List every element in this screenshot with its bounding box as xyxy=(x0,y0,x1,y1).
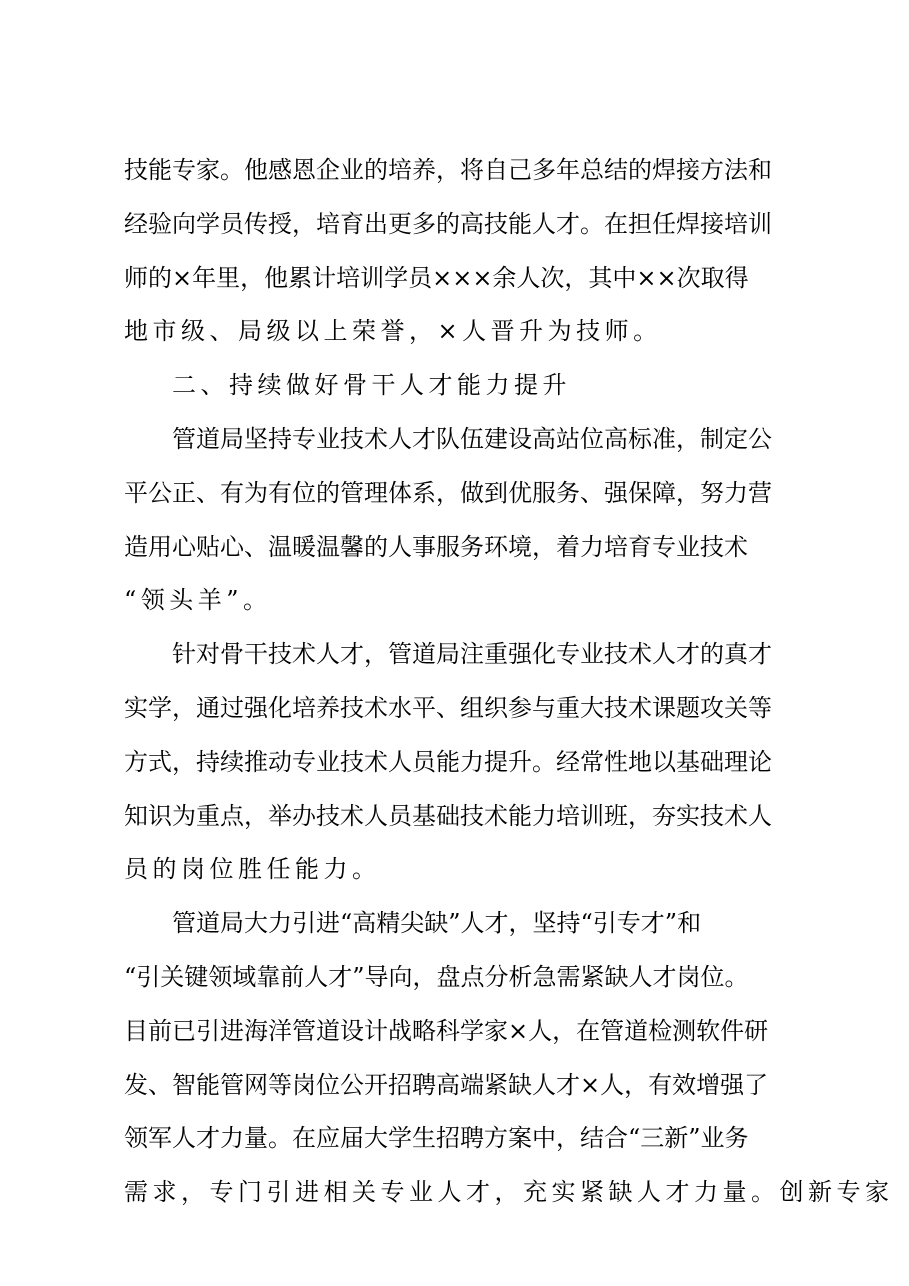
text-line: “领头羊”。 xyxy=(124,586,272,615)
document-page xyxy=(124,144,894,1220)
text-line: 造用心贴心、温暖温馨的人事服务环境，着力培育专业技术 xyxy=(124,532,748,561)
text-line: 实学，通过强化培养技术水平、组织参与重大技术课题攻关等 xyxy=(124,693,772,722)
text-line: 技能专家。他感恩企业的培养，将自己多年总结的焊接方法和 xyxy=(124,156,772,184)
text-line: 针对骨干技术人才，管道局注重强化专业技术人才的真才 xyxy=(172,640,772,669)
text-line: 知识为重点，举办技术人员基础技术能力培训班，夯实技术人 xyxy=(124,801,772,830)
text-line: 方式，持续推动专业技术人员能力提升。经常性地以基础理论 xyxy=(124,747,772,776)
text-line: 经验向学员传授，培育出更多的高技能人才。在担任焊接培训 xyxy=(124,209,772,238)
text-line: 管道局大力引进“高精尖缺”人才，坚持“引专才”和 xyxy=(172,909,702,938)
text-line: 管道局坚持专业技术人才队伍建设高站位高标准，制定公 xyxy=(172,424,772,453)
text-line: 二、持续做好骨干人才能力提升 xyxy=(172,371,571,400)
text-line: 目前已引进海洋管道设计战略科学家×人，在管道检测软件研 xyxy=(124,1016,769,1045)
text-line: 地市级、局级以上荣誉，×人晋升为技师。 xyxy=(124,317,662,346)
text-line: 平公正、有为有位的管理体系，做到优服务、强保障，努力营 xyxy=(124,478,772,507)
text-line: 员的岗位胜任能力。 xyxy=(124,855,381,884)
text-line: 需求，专门引进相关专业人才，充实紧缺人才力量。创新专家 xyxy=(124,1178,894,1207)
text-line: 发、智能管网等岗位公开招聘高端紧缺人才×人，有效增强了 xyxy=(124,1070,769,1099)
text-line: 领军人才力量。在应届大学生招聘方案中，结合“三新”业务 xyxy=(124,1124,749,1153)
text-line: “引关键领域靠前人才”导向，盘点分析急需紧缺人才岗位。 xyxy=(124,962,749,991)
text-line: 师的×年里，他累计培训学员×××余人次，其中××次取得 xyxy=(124,263,749,292)
